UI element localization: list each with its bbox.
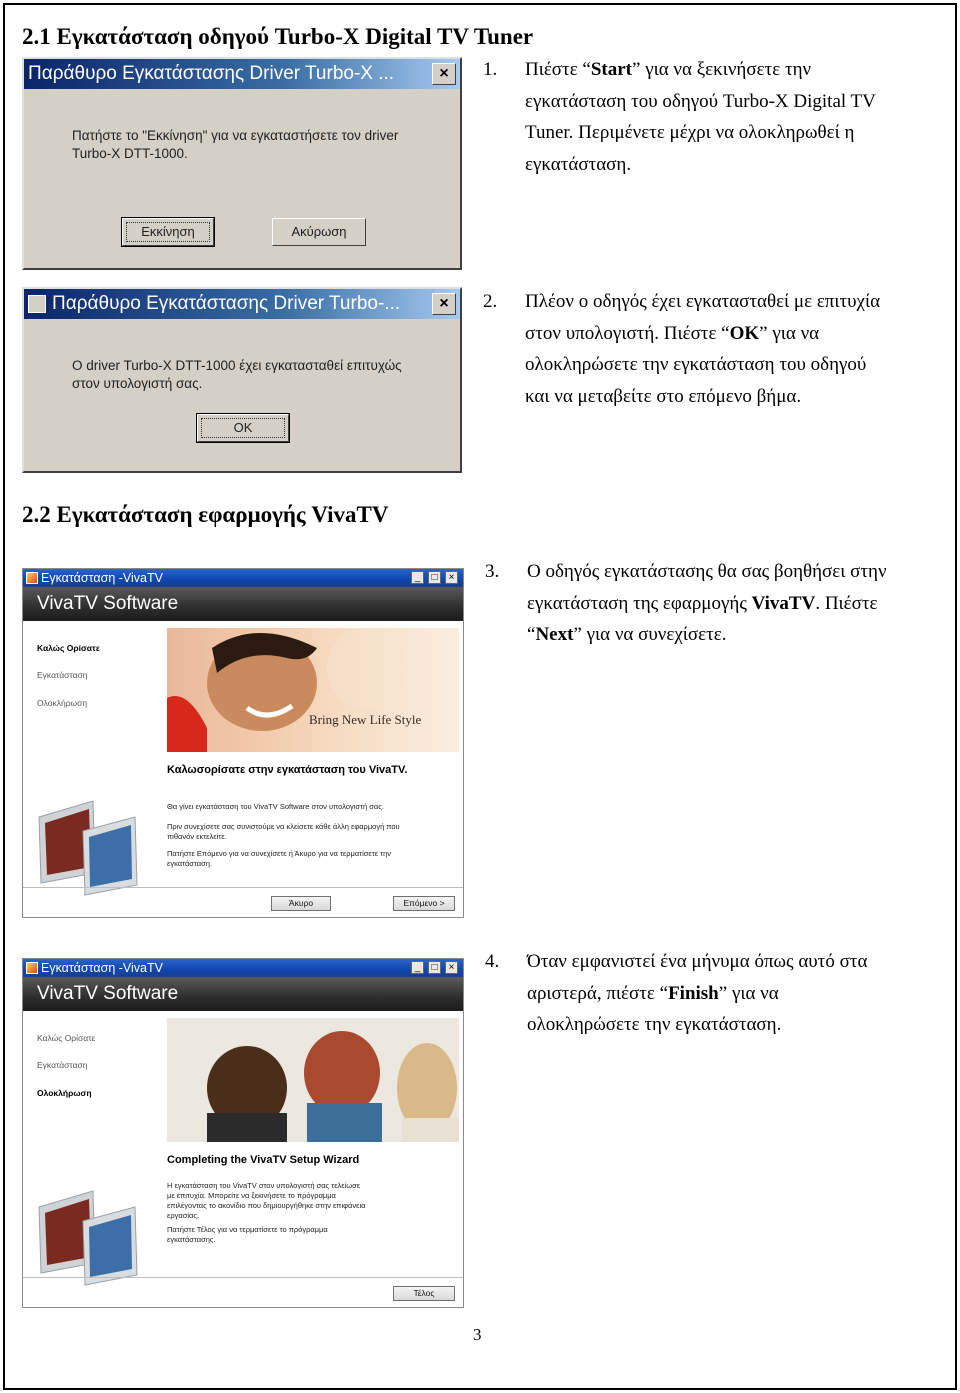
close-icon[interactable]: × [445,961,458,974]
nav-welcome: Καλώς Ορίσατε [37,1033,96,1043]
step-3 [485,556,945,656]
nav-finish: Ολοκλήρωση [37,1088,92,1098]
vivatv-welcome-window [22,568,464,918]
step-number: 3. [485,561,500,582]
dialog-message-line: Πατήστε το "Εκκίνηση" για να εγκαταστήσετε τον driver [72,128,399,143]
step-number: 4. [485,951,500,972]
people-watching-tv-image [167,1018,459,1142]
driver-install-dialog [22,57,462,270]
app-icon [28,295,46,313]
step-text-part: αριστερά, πιέστε “ [527,982,669,1004]
cancel-button[interactable]: Ακύρωση [272,218,366,246]
body-line: Πριν συνεχίσετε σας συνιστούμε να κλείσετε κάθε άλλη εφαρμογή που [167,822,400,831]
next-button[interactable]: Επόμενο > [393,896,455,911]
dialog-title: Παράθυρο Εγκατάστασης Driver Turbo-X ... [28,63,395,84]
vivatv-complete-window [22,958,464,1308]
ok-button-label: OK [233,420,253,435]
step-text [525,286,880,412]
next-keyword: Next [535,624,574,645]
body-line: Πατήστε Επόμενο για να συνεχίσετε ή Άκυρο για να τερματίσετε την [167,849,392,858]
step-text-part: εγκατάσταση της εφαρμογής [527,592,752,614]
step-text-part: ” για να ξεκινήσετε την [632,59,812,80]
nav-install: Εγκατάσταση [37,1060,88,1070]
monitor-graphic [31,787,151,897]
step-text-part: “ [527,624,536,645]
dialog-title: Παράθυρο Εγκατάστασης Driver Turbo-... [52,293,401,314]
maximize-icon[interactable]: □ [428,961,441,974]
dialog-message [72,357,402,393]
nav-install: Εγκατάσταση [37,670,88,680]
step-4 [485,946,945,1046]
monitor-graphic [31,1177,151,1287]
completion-body-2 [167,1225,328,1245]
ok-button[interactable] [197,414,289,442]
step-1 [483,54,943,184]
dialog-message-line: O driver Turbo-X DTT-1000 έχει εγκατασταθεί επιτυχώς [72,358,402,373]
dialog-title-bar [24,289,460,319]
welcome-body-2 [167,822,400,842]
body-line: εγκατάσταση. [167,859,212,868]
close-icon[interactable]: × [432,63,456,85]
window-title-bar [23,959,463,977]
dialog-message-line: Turbo-X DTT-1000. [72,146,188,161]
body-line: εγκατάστασης. [167,1235,216,1244]
close-icon[interactable]: × [432,293,456,315]
driver-success-dialog [22,287,462,473]
step-text-line: Όταν εμφανιστεί ένα μήνυμα όπως αυτό στα [527,951,868,972]
welcome-heading: Καλωσορίσατε στην εγκατάσταση του VivaTV. [167,764,408,776]
section-heading-vivatv: 2.2 Εγκατάσταση εφαρμογής VivaTV [22,502,389,527]
step-text-part: ” για να [718,982,779,1004]
welcome-body-3 [167,849,391,869]
photo-caption: Bring New Life Style [309,712,422,727]
body-line: πιθανόν εκτελείτε. [167,832,227,841]
section-heading-driver: 2.1 Εγκατάσταση οδηγού Turbo-X Digital TV Tuner [22,24,534,49]
completion-body-1 [167,1181,365,1221]
step-text-line: ολοκληρώσετε την εγκατάσταση. [527,1014,782,1035]
nav-finish: Ολοκλήρωση [37,698,88,708]
step-text-line: εγκατάσταση. [525,153,632,175]
minimize-icon[interactable]: _ [411,961,424,974]
focus-rectangle [201,418,285,438]
body-line: Η εγκατάσταση του VivaTV στον υπολογιστή σας τελείωσε [167,1181,361,1190]
step-text-line: Ο οδηγός εγκατάστασης θα σας βοηθήσει στην [527,561,887,582]
step-text-line: και να μεταβείτε στο επόμενο βήμα. [525,385,802,407]
step-text-line: Tuner. Περιμένετε μέχρι να ολοκληρωθεί η [525,122,855,143]
step-text-part: ” για να [759,322,820,344]
welcome-body-1: Θα γίνει εγκατάσταση του VivaTV Software στον υπολογιστή σας. [167,802,384,811]
step-text [525,54,876,180]
step-2 [483,286,943,416]
step-text [527,556,887,651]
step-text-part: . Πιέστε [815,592,878,614]
completion-photo [167,1018,459,1142]
vivatv-keyword: VivaTV [751,592,816,614]
finish-keyword: Finish [668,982,719,1004]
dialog-message-line: στον υπολογιστή σας. [72,376,203,391]
step-text [527,946,867,1041]
smiling-man-image [167,628,459,752]
start-button[interactable] [122,218,214,246]
step-text-line: ολοκληρώσετε την εγκατάσταση του οδηγού [525,354,867,375]
maximize-icon[interactable]: □ [428,571,441,584]
page-number: 3 [473,1325,482,1344]
window-title: Εγκατάσταση -VivaTV [41,571,163,585]
start-keyword: Start [590,59,633,80]
dialog-title-bar [24,59,460,89]
app-banner: VivaTV Software [23,977,463,1011]
app-icon [26,962,38,974]
window-title: Εγκατάσταση -VivaTV [41,961,163,975]
step-text-line: εγκατάσταση του οδηγού Turbo-X Digital TV [525,90,876,112]
completion-heading: Completing the VivaTV Setup Wizard [167,1154,360,1166]
step-text-part: ” για να συνεχίσετε. [573,624,727,645]
step-number: 1. [483,59,498,80]
step-text-line: Πλέον ο οδηγός έχει εγκατασταθεί με επιτυχία [525,291,881,312]
body-line: Πατήστε Τέλος για να τερματίσετε το πρόγραμμα [167,1225,328,1234]
step-text-part: Πιέστε “ [525,59,591,80]
nav-welcome: Καλώς Ορίσατε [37,643,100,653]
cancel-button[interactable]: Άκυρο [271,896,331,911]
minimize-icon[interactable]: _ [411,571,424,584]
footer-divider [23,887,463,888]
ok-keyword: OK [729,322,760,344]
step-number: 2. [483,291,498,312]
app-banner: VivaTV Software [23,587,463,621]
body-line: εργασίας. [167,1211,200,1220]
window-title-bar [23,569,463,587]
footer-divider [23,1277,463,1278]
start-button-label: Εκκίνηση [141,224,195,239]
step-text-part: στον υπολογιστή. Πιέστε “ [525,322,730,344]
finish-button[interactable]: Τέλος [393,1286,455,1301]
focus-rectangle [126,222,210,242]
close-icon[interactable]: × [445,571,458,584]
body-line: με επιτυχία. Μπορείτε να ξεκινήσετε το πρόγραμμα [167,1191,336,1200]
welcome-photo [167,628,459,752]
dialog-message [72,127,398,163]
body-line: επιλέγοντας το ακονίδιο που δημιουργήθηκε στην επιφάνεια [167,1201,366,1210]
app-icon [26,572,38,584]
